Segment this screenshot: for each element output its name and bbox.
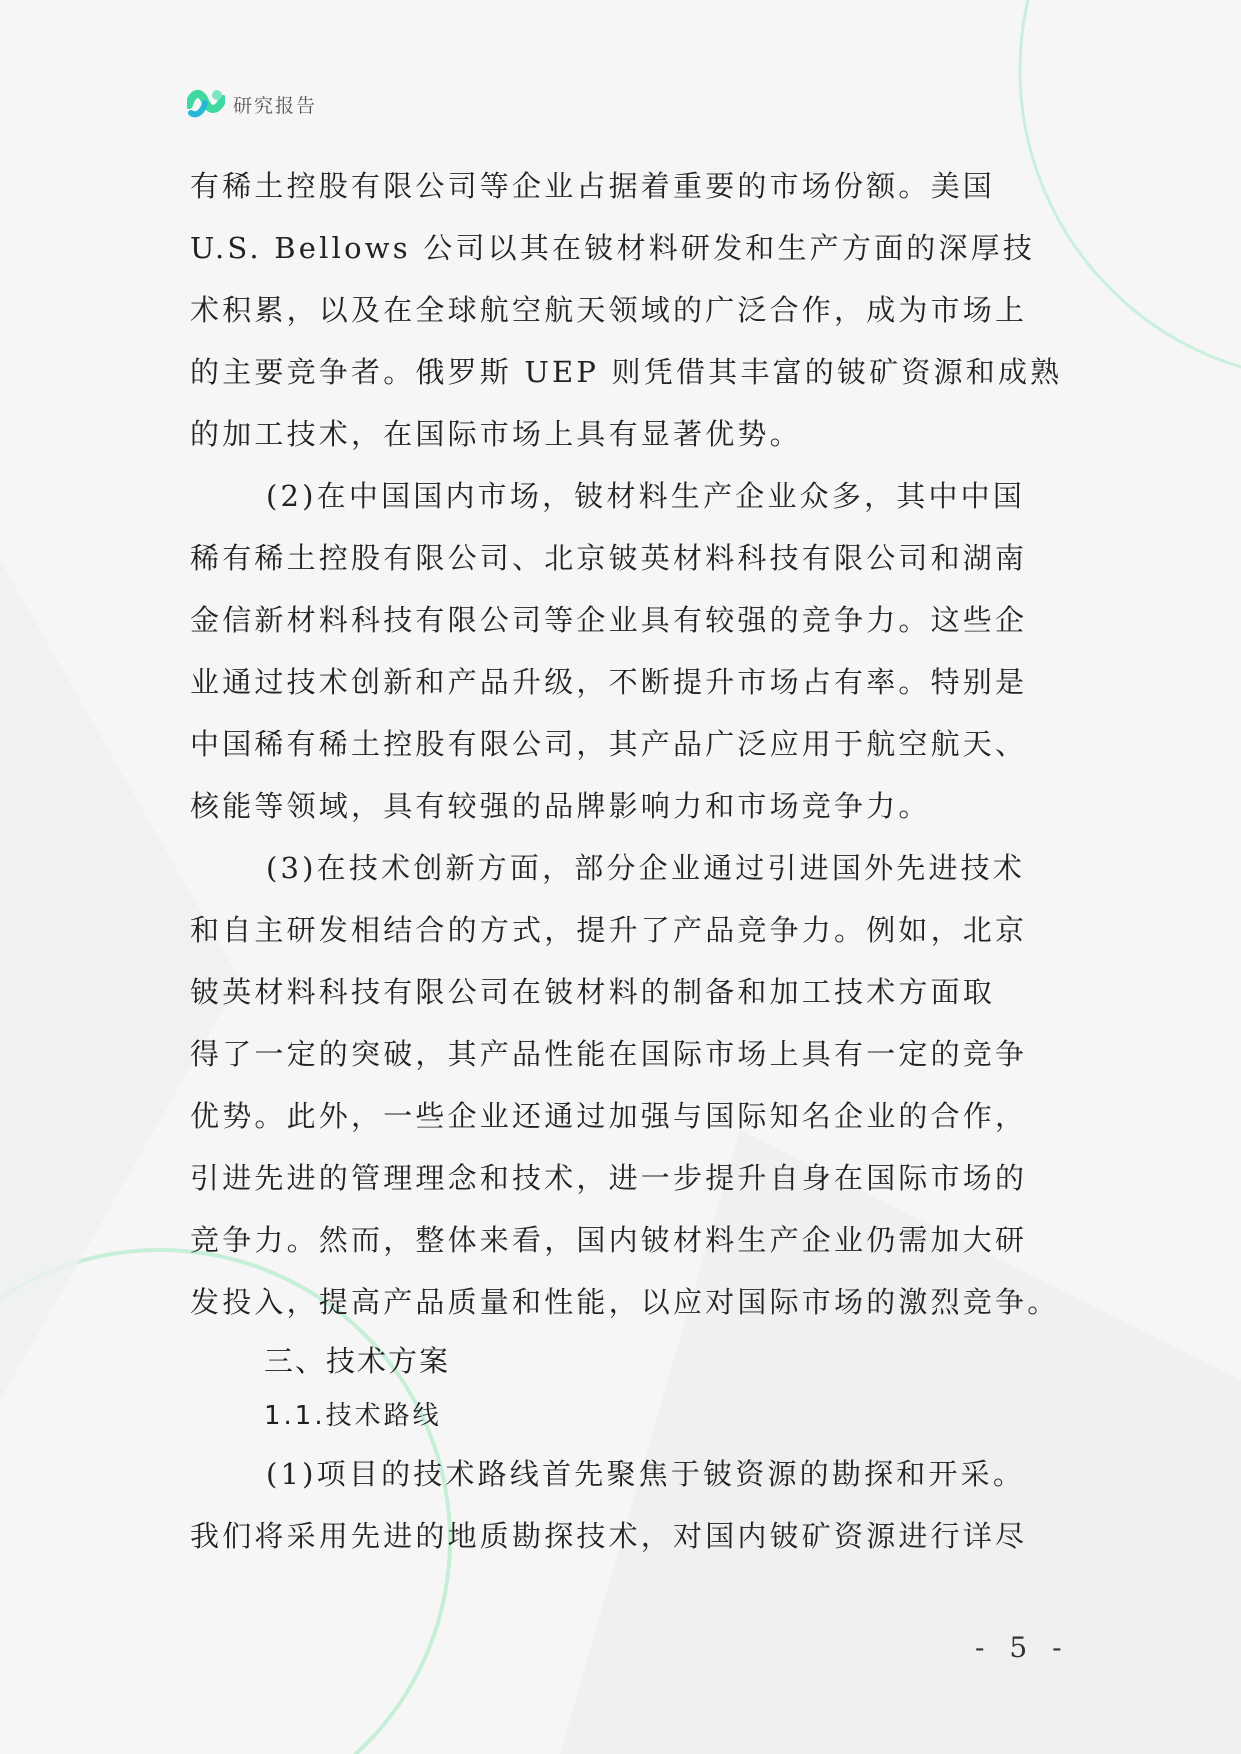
text-line: 金信新材料科技有限公司等企业具有较强的竞争力。这些企 <box>190 603 1028 637</box>
paragraph-1 <box>190 155 1063 465</box>
page-header <box>187 86 317 122</box>
text-line: 和自主研发相结合的方式，提升了产品竞争力。例如，北京 <box>190 913 1028 947</box>
section-heading: 三、技术方案 <box>264 1344 451 1378</box>
text-line: 核能等领域，具有较强的品牌影响力和市场竞争力。 <box>190 789 931 823</box>
text-line: (3)在技术创新方面，部分企业通过引进国外先进技术 <box>266 851 1026 885</box>
paragraph-3 <box>190 837 1060 1333</box>
text-line: 有稀土控股有限公司等企业占据着重要的市场份额。美国 <box>190 169 996 203</box>
text-line: 我们将采用先进的地质勘探技术，对国内铍矿资源进行详尽 <box>190 1519 1028 1553</box>
text-line: 术积累，以及在全球航空航天领域的广泛合作，成为市场上 <box>190 293 1028 327</box>
page-number: - 5 - <box>975 1631 1070 1664</box>
text-line: (2)在中国国内市场，铍材料生产企业众多，其中中国 <box>266 479 1026 513</box>
text-line: U.S. Bellows 公司以其在铍材料研发和生产方面的深厚技 <box>190 231 1036 265</box>
text-line: 稀有稀土控股有限公司、北京铍英材料科技有限公司和湖南 <box>190 541 1028 575</box>
text-line: 发投入，提高产品质量和性能，以应对国际市场的激烈竞争。 <box>190 1285 1060 1319</box>
text-line: 的加工技术，在国际市场上具有显著优势。 <box>190 417 802 451</box>
paragraph-4 <box>190 1443 1050 1567</box>
header-title: 研究报告 <box>233 94 318 117</box>
text-line: 优势。此外，一些企业还通过加强与国际知名企业的合作， <box>190 1099 1028 1133</box>
text-line: 的主要竞争者。俄罗斯 UEP 则凭借其丰富的铍矿资源和成熟 <box>190 355 1063 389</box>
logo-icon <box>187 87 225 121</box>
paragraph-2 <box>190 465 1050 837</box>
text-line: 竞争力。然而，整体来看，国内铍材料生产企业仍需加大研 <box>190 1223 1028 1257</box>
text-line: 业通过技术创新和产品升级，不断提升市场占有率。特别是 <box>190 665 1028 699</box>
text-line: 中国稀有稀土控股有限公司，其产品广泛应用于航空航天、 <box>190 727 1028 761</box>
text-line: 得了一定的突破，其产品性能在国际市场上具有一定的竞争 <box>190 1037 1028 1071</box>
text-line: 引进先进的管理理念和技术，进一步提升自身在国际市场的 <box>190 1161 1028 1195</box>
text-line: (1)项目的技术路线首先聚焦于铍资源的勘探和开采。 <box>266 1457 1026 1491</box>
text-line: 铍英材料科技有限公司在铍材料的制备和加工技术方面取 <box>190 975 996 1009</box>
document-body <box>190 155 1063 1567</box>
subsection-heading: 1.1.技术路线 <box>264 1401 442 1431</box>
